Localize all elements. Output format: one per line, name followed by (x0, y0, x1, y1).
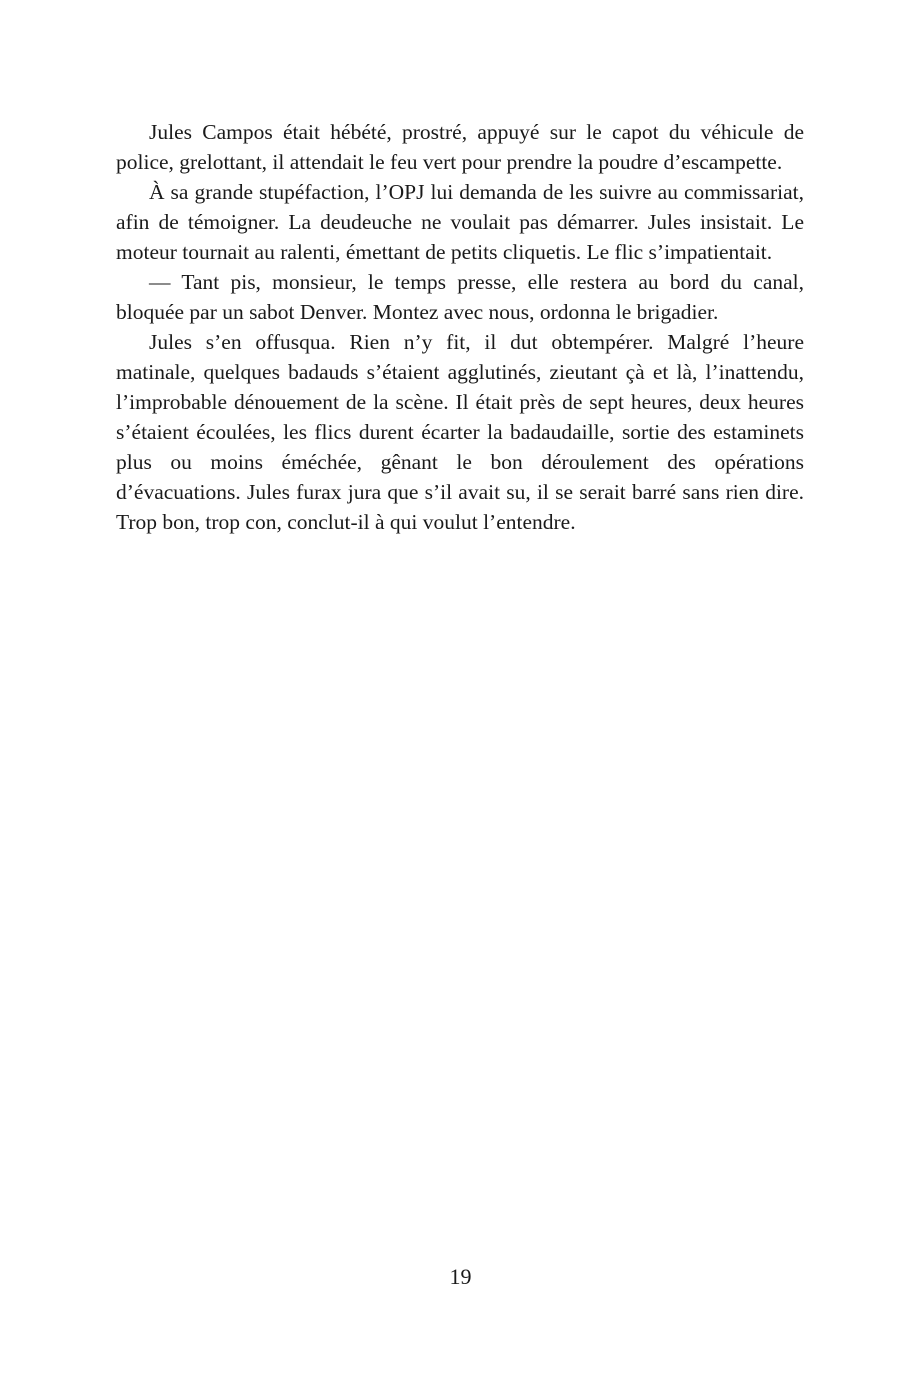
page-body (116, 117, 804, 537)
paragraph: Jules Campos était hébété, prostré, appuyé sur le capot du véhicule de police, grelottant, il attendait le feu vert pour prendre la poudre d’escampette. (116, 120, 804, 174)
paragraph: Jules s’en offusqua. Rien n’y fit, il dut obtempérer. Malgré l’heure matinale, quelques badauds s’étaient agglutinés, zieutant çà et là, l’inattendu, l’improbable dénouement de la scène. Il était près de sept heures, deux heures s’étaient écoulées, les flics durent écarter la badaudaille, sortie des estaminets plus ou moins éméchée, gênant le bon déroulement des opérations d’évacuations. Jules furax jura que s’il avait su, il se serait barré sans rien dire. Trop bon, trop con, conclut-il à qui voulut l’entendre. (116, 330, 804, 534)
paragraph: À sa grande stupéfaction, l’OPJ lui demanda de les suivre au commissariat, afin de témoigner. La deudeuche ne voulait pas démarrer. Jules insistait. Le moteur tournait au ralenti, émettant de petits cliquetis. Le flic s’impatientait. (116, 180, 804, 264)
paragraph: — Tant pis, monsieur, le temps presse, elle restera au bord du canal, bloquée par un sabot Denver. Montez avec nous, ordonna le brigadier. (116, 270, 804, 324)
page-number: 19 (449, 1264, 472, 1289)
